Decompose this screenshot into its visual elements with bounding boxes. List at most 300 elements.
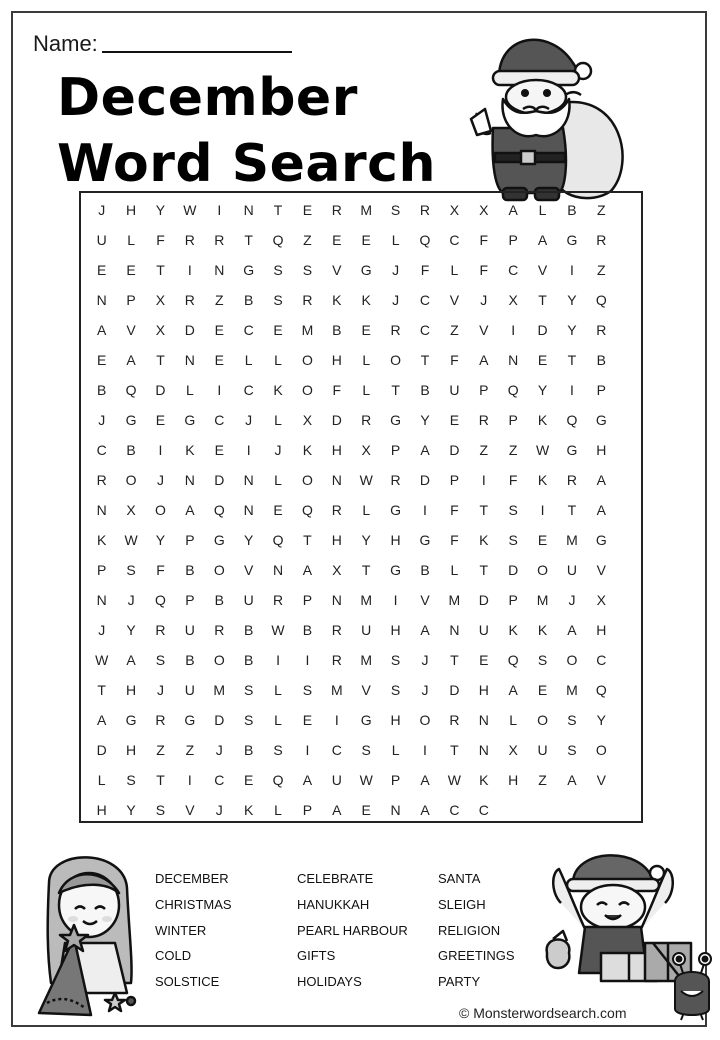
grid-letter[interactable]: U xyxy=(449,382,460,398)
grid-letter[interactable]: U xyxy=(361,622,372,638)
grid-letter[interactable]: L xyxy=(362,502,371,518)
grid-letter[interactable]: G xyxy=(184,412,196,428)
grid-letter[interactable]: S xyxy=(273,292,283,308)
grid-letter[interactable]: T xyxy=(244,232,253,248)
grid-letter[interactable]: P xyxy=(302,802,313,818)
grid-letter[interactable]: Z xyxy=(450,322,459,338)
grid-letter[interactable]: C xyxy=(419,292,431,308)
grid-letter[interactable]: G xyxy=(125,712,137,728)
grid-letter[interactable]: P xyxy=(302,592,313,608)
grid-letter[interactable]: P xyxy=(508,412,518,428)
grid-letter[interactable]: Z xyxy=(185,742,195,758)
grid-letter[interactable]: O xyxy=(537,712,548,728)
grid-letter[interactable]: X xyxy=(155,292,166,308)
grid-letter[interactable]: Y xyxy=(126,622,136,638)
grid-letter[interactable]: D xyxy=(449,442,460,458)
grid-letter[interactable]: J xyxy=(568,592,576,608)
grid-letter[interactable]: W xyxy=(271,622,285,638)
grid-letter[interactable]: E xyxy=(155,412,166,428)
grid-letter[interactable]: R xyxy=(566,472,577,488)
grid-letter[interactable]: W xyxy=(183,202,197,218)
grid-letter[interactable]: I xyxy=(158,442,163,458)
grid-letter[interactable]: K xyxy=(537,472,548,488)
grid-letter[interactable]: T xyxy=(450,652,459,668)
grid-letter[interactable]: V xyxy=(185,802,195,818)
grid-letter[interactable]: K xyxy=(273,382,283,398)
grid-letter[interactable]: O xyxy=(155,502,166,518)
grid-letter[interactable]: Q xyxy=(272,532,284,548)
grid-letter[interactable]: S xyxy=(302,262,313,278)
grid-letter[interactable]: N xyxy=(96,592,107,608)
grid-letter[interactable]: O xyxy=(419,712,431,728)
grid-letter[interactable]: J xyxy=(215,802,223,818)
grid-letter[interactable]: Z xyxy=(214,292,224,308)
grid-letter[interactable]: C xyxy=(243,322,254,338)
grid-letter[interactable]: A xyxy=(185,502,195,518)
grid-letter[interactable]: M xyxy=(213,682,226,698)
grid-letter[interactable]: A xyxy=(508,202,518,218)
grid-letter[interactable]: Y xyxy=(126,802,136,818)
grid-letter[interactable]: K xyxy=(537,412,548,428)
grid-letter[interactable]: R xyxy=(331,502,342,518)
grid-letter[interactable]: T xyxy=(450,742,459,758)
grid-letter[interactable]: K xyxy=(479,532,489,548)
grid-letter[interactable]: D xyxy=(214,712,225,728)
grid-letter[interactable]: X xyxy=(361,442,371,458)
grid-letter[interactable]: E xyxy=(243,772,254,788)
grid-letter[interactable]: C xyxy=(214,772,225,788)
grid-letter[interactable]: W xyxy=(447,772,461,788)
grid-letter[interactable]: P xyxy=(596,382,606,398)
grid-letter[interactable]: T xyxy=(479,502,489,518)
grid-letter[interactable]: C xyxy=(214,412,225,428)
grid-letter[interactable]: G xyxy=(419,532,431,548)
grid-letter[interactable]: C xyxy=(449,232,460,248)
grid-letter[interactable]: L xyxy=(244,352,253,368)
grid-letter[interactable]: Q xyxy=(125,382,137,398)
grid-letter[interactable]: I xyxy=(217,382,222,398)
grid-letter[interactable]: A xyxy=(97,712,107,728)
grid-letter[interactable]: K xyxy=(185,442,195,458)
grid-letter[interactable]: A xyxy=(537,232,548,248)
grid-letter[interactable]: U xyxy=(537,742,548,758)
grid-letter[interactable]: S xyxy=(243,682,254,698)
grid-letter[interactable]: U xyxy=(184,682,195,698)
grid-letter[interactable]: P xyxy=(390,442,401,458)
grid-letter[interactable]: X xyxy=(126,502,136,518)
grid-letter[interactable]: E xyxy=(214,352,224,368)
grid-letter[interactable]: Z xyxy=(303,232,312,248)
grid-letter[interactable]: K xyxy=(508,622,518,638)
grid-letter[interactable]: H xyxy=(96,802,107,818)
grid-letter[interactable]: L xyxy=(362,382,371,398)
grid-letter[interactable]: P xyxy=(126,292,136,308)
grid-letter[interactable]: T xyxy=(567,502,577,518)
grid-letter[interactable]: O xyxy=(125,472,137,488)
grid-letter[interactable]: D xyxy=(478,592,489,608)
grid-letter[interactable]: M xyxy=(360,202,373,218)
grid-letter[interactable]: X xyxy=(449,202,460,218)
grid-letter[interactable]: H xyxy=(508,772,519,788)
grid-letter[interactable]: B xyxy=(567,202,577,218)
grid-letter[interactable]: X xyxy=(302,412,313,428)
grid-letter[interactable]: C xyxy=(478,802,489,818)
grid-letter[interactable]: L xyxy=(391,742,400,758)
grid-letter[interactable]: R xyxy=(361,412,372,428)
grid-letter[interactable]: G xyxy=(595,532,607,548)
grid-letter[interactable]: Z xyxy=(479,442,489,458)
grid-letter[interactable]: L xyxy=(274,802,282,818)
grid-letter[interactable]: B xyxy=(302,622,313,638)
grid-letter[interactable]: T xyxy=(97,682,106,698)
grid-letter[interactable]: D xyxy=(214,472,225,488)
grid-letter[interactable]: G xyxy=(213,532,225,548)
grid-letter[interactable]: R xyxy=(302,292,313,308)
grid-letter[interactable]: H xyxy=(390,532,401,548)
grid-letter[interactable]: Z xyxy=(597,262,606,278)
grid-letter[interactable]: E xyxy=(361,322,371,338)
grid-letter[interactable]: A xyxy=(420,622,430,638)
grid-letter[interactable]: K xyxy=(332,292,342,308)
grid-letter[interactable]: J xyxy=(156,472,164,488)
grid-letter[interactable]: V xyxy=(243,562,254,578)
grid-letter[interactable]: Y xyxy=(155,532,166,548)
grid-letter[interactable]: R xyxy=(331,622,342,638)
grid-letter[interactable]: C xyxy=(508,262,519,278)
grid-letter[interactable]: L xyxy=(185,382,194,398)
grid-letter[interactable]: Z xyxy=(508,442,518,458)
grid-letter[interactable]: A xyxy=(420,442,430,458)
grid-letter[interactable]: L xyxy=(362,352,371,368)
grid-letter[interactable]: R xyxy=(214,622,225,638)
grid-letter[interactable]: C xyxy=(419,322,431,338)
grid-letter[interactable]: W xyxy=(95,652,109,668)
grid-letter[interactable]: E xyxy=(302,202,313,218)
grid-letter[interactable]: S xyxy=(567,712,577,728)
grid-letter[interactable]: J xyxy=(392,262,400,278)
grid-letter[interactable]: Q xyxy=(155,592,166,608)
grid-letter[interactable]: A xyxy=(508,682,518,698)
grid-letter[interactable]: T xyxy=(303,532,312,548)
grid-letter[interactable]: Y xyxy=(537,382,548,398)
grid-letter[interactable]: L xyxy=(538,202,547,218)
grid-letter[interactable]: E xyxy=(361,802,371,818)
grid-letter[interactable]: T xyxy=(479,562,489,578)
grid-letter[interactable]: P xyxy=(508,592,518,608)
grid-letter[interactable]: E xyxy=(302,712,313,728)
grid-letter[interactable]: I xyxy=(305,742,310,758)
grid-letter[interactable]: D xyxy=(449,682,460,698)
grid-letter[interactable]: N xyxy=(390,802,401,818)
grid-letter[interactable]: A xyxy=(567,622,577,638)
grid-letter[interactable]: M xyxy=(360,592,373,608)
grid-letter[interactable]: O xyxy=(566,652,578,668)
grid-letter[interactable]: S xyxy=(390,202,401,218)
grid-letter[interactable]: I xyxy=(187,262,192,278)
grid-letter[interactable]: E xyxy=(361,232,371,248)
grid-letter[interactable]: L xyxy=(274,352,282,368)
grid-letter[interactable]: B xyxy=(126,442,136,458)
grid-letter[interactable]: R xyxy=(419,202,431,218)
grid-letter[interactable]: Q xyxy=(419,232,431,248)
grid-letter[interactable]: D xyxy=(508,562,519,578)
grid-letter[interactable]: Q xyxy=(272,772,284,788)
grid-letter[interactable]: H xyxy=(331,442,342,458)
grid-letter[interactable]: O xyxy=(301,352,313,368)
grid-letter[interactable]: P xyxy=(185,592,195,608)
grid-letter[interactable]: T xyxy=(361,562,371,578)
grid-letter[interactable]: R xyxy=(272,592,284,608)
grid-letter[interactable]: Q xyxy=(507,652,519,668)
grid-letter[interactable]: Y xyxy=(596,712,606,728)
grid-letter[interactable]: G xyxy=(390,562,402,578)
grid-letter[interactable]: G xyxy=(595,412,607,428)
grid-letter[interactable]: C xyxy=(449,802,460,818)
grid-letter[interactable]: H xyxy=(478,682,489,698)
grid-letter[interactable]: C xyxy=(243,382,254,398)
grid-letter[interactable]: Y xyxy=(155,202,166,218)
grid-letter[interactable]: F xyxy=(450,532,459,548)
grid-letter[interactable]: P xyxy=(97,562,107,578)
grid-letter[interactable]: J xyxy=(156,682,164,698)
grid-letter[interactable]: N xyxy=(96,502,107,518)
grid-letter[interactable]: S xyxy=(508,532,518,548)
grid-letter[interactable]: F xyxy=(156,232,165,248)
grid-letter[interactable]: N xyxy=(243,472,254,488)
grid-letter[interactable]: V xyxy=(449,292,460,308)
grid-letter[interactable]: D xyxy=(184,322,195,338)
grid-letter[interactable]: N xyxy=(331,592,342,608)
grid-letter[interactable]: T xyxy=(420,352,430,368)
grid-letter[interactable]: W xyxy=(535,442,550,458)
grid-letter[interactable]: K xyxy=(243,802,254,818)
grid-letter[interactable]: A xyxy=(567,772,577,788)
grid-letter[interactable]: A xyxy=(596,472,606,488)
grid-letter[interactable]: J xyxy=(245,412,253,428)
grid-letter[interactable]: X xyxy=(479,202,489,218)
grid-letter[interactable]: I xyxy=(570,382,574,398)
grid-letter[interactable]: I xyxy=(540,502,545,518)
grid-letter[interactable]: G xyxy=(566,232,578,248)
grid-letter[interactable]: Q xyxy=(213,502,225,518)
grid-letter[interactable]: V xyxy=(596,772,606,788)
grid-letter[interactable]: F xyxy=(508,472,518,488)
grid-letter[interactable]: D xyxy=(96,742,107,758)
grid-letter[interactable]: O xyxy=(301,472,313,488)
grid-letter[interactable]: A xyxy=(420,802,430,818)
grid-letter[interactable]: A xyxy=(302,772,313,788)
grid-letter[interactable]: Y xyxy=(243,532,254,548)
grid-letter[interactable]: L xyxy=(450,262,459,278)
grid-letter[interactable]: S xyxy=(390,682,401,698)
grid-letter[interactable]: E xyxy=(537,682,548,698)
grid-letter[interactable]: R xyxy=(596,322,607,338)
grid-letter[interactable]: V xyxy=(126,322,136,338)
grid-letter[interactable]: I xyxy=(511,322,516,338)
grid-letter[interactable]: Y xyxy=(567,292,577,308)
grid-letter[interactable]: N xyxy=(508,352,519,368)
grid-letter[interactable]: T xyxy=(567,352,577,368)
grid-letter[interactable]: S xyxy=(508,502,518,518)
grid-letter[interactable]: J xyxy=(421,682,429,698)
grid-letter[interactable]: E xyxy=(126,262,136,278)
grid-letter[interactable]: N xyxy=(184,352,195,368)
grid-letter[interactable]: U xyxy=(184,622,195,638)
grid-letter[interactable]: U xyxy=(566,562,577,578)
grid-letter[interactable]: U xyxy=(243,592,254,608)
grid-letter[interactable]: B xyxy=(243,652,254,668)
grid-letter[interactable]: G xyxy=(360,262,372,278)
grid-letter[interactable]: N xyxy=(272,562,284,578)
grid-letter[interactable]: O xyxy=(595,742,607,758)
grid-letter[interactable]: O xyxy=(213,652,225,668)
grid-letter[interactable]: H xyxy=(126,202,137,218)
grid-letter[interactable]: R xyxy=(478,412,489,428)
grid-letter[interactable]: V xyxy=(479,322,489,338)
grid-letter[interactable]: N xyxy=(449,622,460,638)
grid-letter[interactable]: H xyxy=(390,622,401,638)
grid-letter[interactable]: X xyxy=(508,292,518,308)
grid-letter[interactable]: B xyxy=(332,322,342,338)
grid-letter[interactable]: X xyxy=(508,742,518,758)
grid-letter[interactable]: N xyxy=(184,472,195,488)
grid-letter[interactable]: M xyxy=(566,682,578,698)
grid-letter[interactable]: F xyxy=(156,562,165,578)
grid-letter[interactable]: A xyxy=(97,322,107,338)
grid-letter[interactable]: O xyxy=(390,352,402,368)
grid-letter[interactable]: M xyxy=(536,592,549,608)
grid-letter[interactable]: L xyxy=(274,712,282,728)
grid-letter[interactable]: Q xyxy=(272,232,284,248)
grid-letter[interactable]: S xyxy=(243,712,254,728)
grid-letter[interactable]: P xyxy=(479,382,489,398)
grid-letter[interactable]: A xyxy=(302,562,313,578)
grid-letter[interactable]: M xyxy=(360,652,373,668)
grid-letter[interactable]: E xyxy=(537,532,548,548)
grid-letter[interactable]: B xyxy=(596,352,606,368)
grid-letter[interactable]: Z xyxy=(538,772,547,788)
grid-letter[interactable]: M xyxy=(330,682,343,698)
grid-letter[interactable]: U xyxy=(331,772,342,788)
grid-letter[interactable]: R xyxy=(184,232,195,248)
grid-letter[interactable]: F xyxy=(420,262,430,278)
grid-letter[interactable]: G xyxy=(243,262,255,278)
grid-letter[interactable]: N xyxy=(478,742,489,758)
grid-letter[interactable]: J xyxy=(98,202,106,218)
grid-letter[interactable]: J xyxy=(274,442,282,458)
grid-letter[interactable]: K xyxy=(479,772,489,788)
grid-letter[interactable]: L xyxy=(391,232,400,248)
grid-letter[interactable]: X xyxy=(596,592,606,608)
grid-letter[interactable]: L xyxy=(97,772,106,788)
grid-letter[interactable]: R xyxy=(331,652,342,668)
grid-letter[interactable]: G xyxy=(390,502,402,518)
grid-letter[interactable]: S xyxy=(155,802,166,818)
grid-letter[interactable]: B xyxy=(243,742,254,758)
grid-letter[interactable]: L xyxy=(274,682,282,698)
grid-letter[interactable]: A xyxy=(126,652,136,668)
grid-letter[interactable]: K xyxy=(361,292,371,308)
grid-letter[interactable]: N xyxy=(331,472,342,488)
grid-letter[interactable]: R xyxy=(390,472,401,488)
grid-letter[interactable]: K xyxy=(537,622,548,638)
grid-letter[interactable]: B xyxy=(420,382,430,398)
grid-letter[interactable]: E xyxy=(214,442,224,458)
grid-letter[interactable]: E xyxy=(273,322,283,338)
grid-letter[interactable]: B xyxy=(214,592,224,608)
grid-letter[interactable]: S xyxy=(273,742,283,758)
grid-letter[interactable]: B xyxy=(185,652,195,668)
grid-letter[interactable]: L xyxy=(274,412,282,428)
grid-letter[interactable]: D xyxy=(155,382,166,398)
grid-letter[interactable]: A xyxy=(596,502,606,518)
grid-letter[interactable]: E xyxy=(332,232,342,248)
grid-letter[interactable]: H xyxy=(596,622,607,638)
grid-letter[interactable]: W xyxy=(124,532,138,548)
grid-letter[interactable]: C xyxy=(331,742,342,758)
grid-letter[interactable]: C xyxy=(96,442,107,458)
grid-letter[interactable]: G xyxy=(184,712,196,728)
grid-letter[interactable]: J xyxy=(392,292,400,308)
grid-letter[interactable]: N xyxy=(478,712,489,728)
grid-letter[interactable]: Z xyxy=(156,742,165,758)
grid-letter[interactable]: S xyxy=(361,742,371,758)
grid-letter[interactable]: F xyxy=(332,382,342,398)
grid-letter[interactable]: L xyxy=(450,562,459,578)
grid-letter[interactable]: I xyxy=(423,742,427,758)
grid-letter[interactable]: R xyxy=(155,622,166,638)
grid-letter[interactable]: A xyxy=(420,772,430,788)
grid-letter[interactable]: W xyxy=(359,472,373,488)
grid-letter[interactable]: R xyxy=(214,232,225,248)
grid-letter[interactable]: N xyxy=(96,292,107,308)
grid-letter[interactable]: R xyxy=(390,322,401,338)
grid-letter[interactable]: T xyxy=(538,292,547,308)
grid-letter[interactable]: V xyxy=(332,262,342,278)
grid-letter[interactable]: I xyxy=(570,262,574,278)
grid-letter[interactable]: D xyxy=(331,412,342,428)
grid-letter[interactable]: H xyxy=(596,442,607,458)
grid-letter[interactable]: S xyxy=(126,562,136,578)
grid-letter[interactable]: U xyxy=(478,622,489,638)
grid-letter[interactable]: B xyxy=(243,622,254,638)
grid-letter[interactable]: M xyxy=(448,592,461,608)
grid-letter[interactable]: I xyxy=(276,652,280,668)
grid-letter[interactable]: N xyxy=(243,202,254,218)
grid-letter[interactable]: E xyxy=(449,412,460,428)
grid-letter[interactable]: T xyxy=(391,382,400,398)
grid-letter[interactable]: I xyxy=(305,652,310,668)
grid-letter[interactable]: N xyxy=(243,502,254,518)
grid-letter[interactable]: U xyxy=(96,232,107,248)
grid-letter[interactable]: B xyxy=(97,382,107,398)
grid-letter[interactable]: G xyxy=(390,412,402,428)
grid-letter[interactable]: V xyxy=(537,262,548,278)
grid-letter[interactable]: R xyxy=(155,712,166,728)
grid-letter[interactable]: Q xyxy=(595,292,607,308)
grid-letter[interactable]: Q xyxy=(566,412,578,428)
grid-letter[interactable]: H xyxy=(126,742,137,758)
grid-letter[interactable]: X xyxy=(332,562,342,578)
grid-letter[interactable]: R xyxy=(184,292,195,308)
grid-letter[interactable]: P xyxy=(508,232,518,248)
grid-letter[interactable]: F xyxy=(479,262,489,278)
grid-letter[interactable]: S xyxy=(155,652,166,668)
grid-letter[interactable]: L xyxy=(274,472,282,488)
grid-letter[interactable]: I xyxy=(393,592,398,608)
grid-letter[interactable]: X xyxy=(155,322,166,338)
grid-letter[interactable]: I xyxy=(334,712,339,728)
